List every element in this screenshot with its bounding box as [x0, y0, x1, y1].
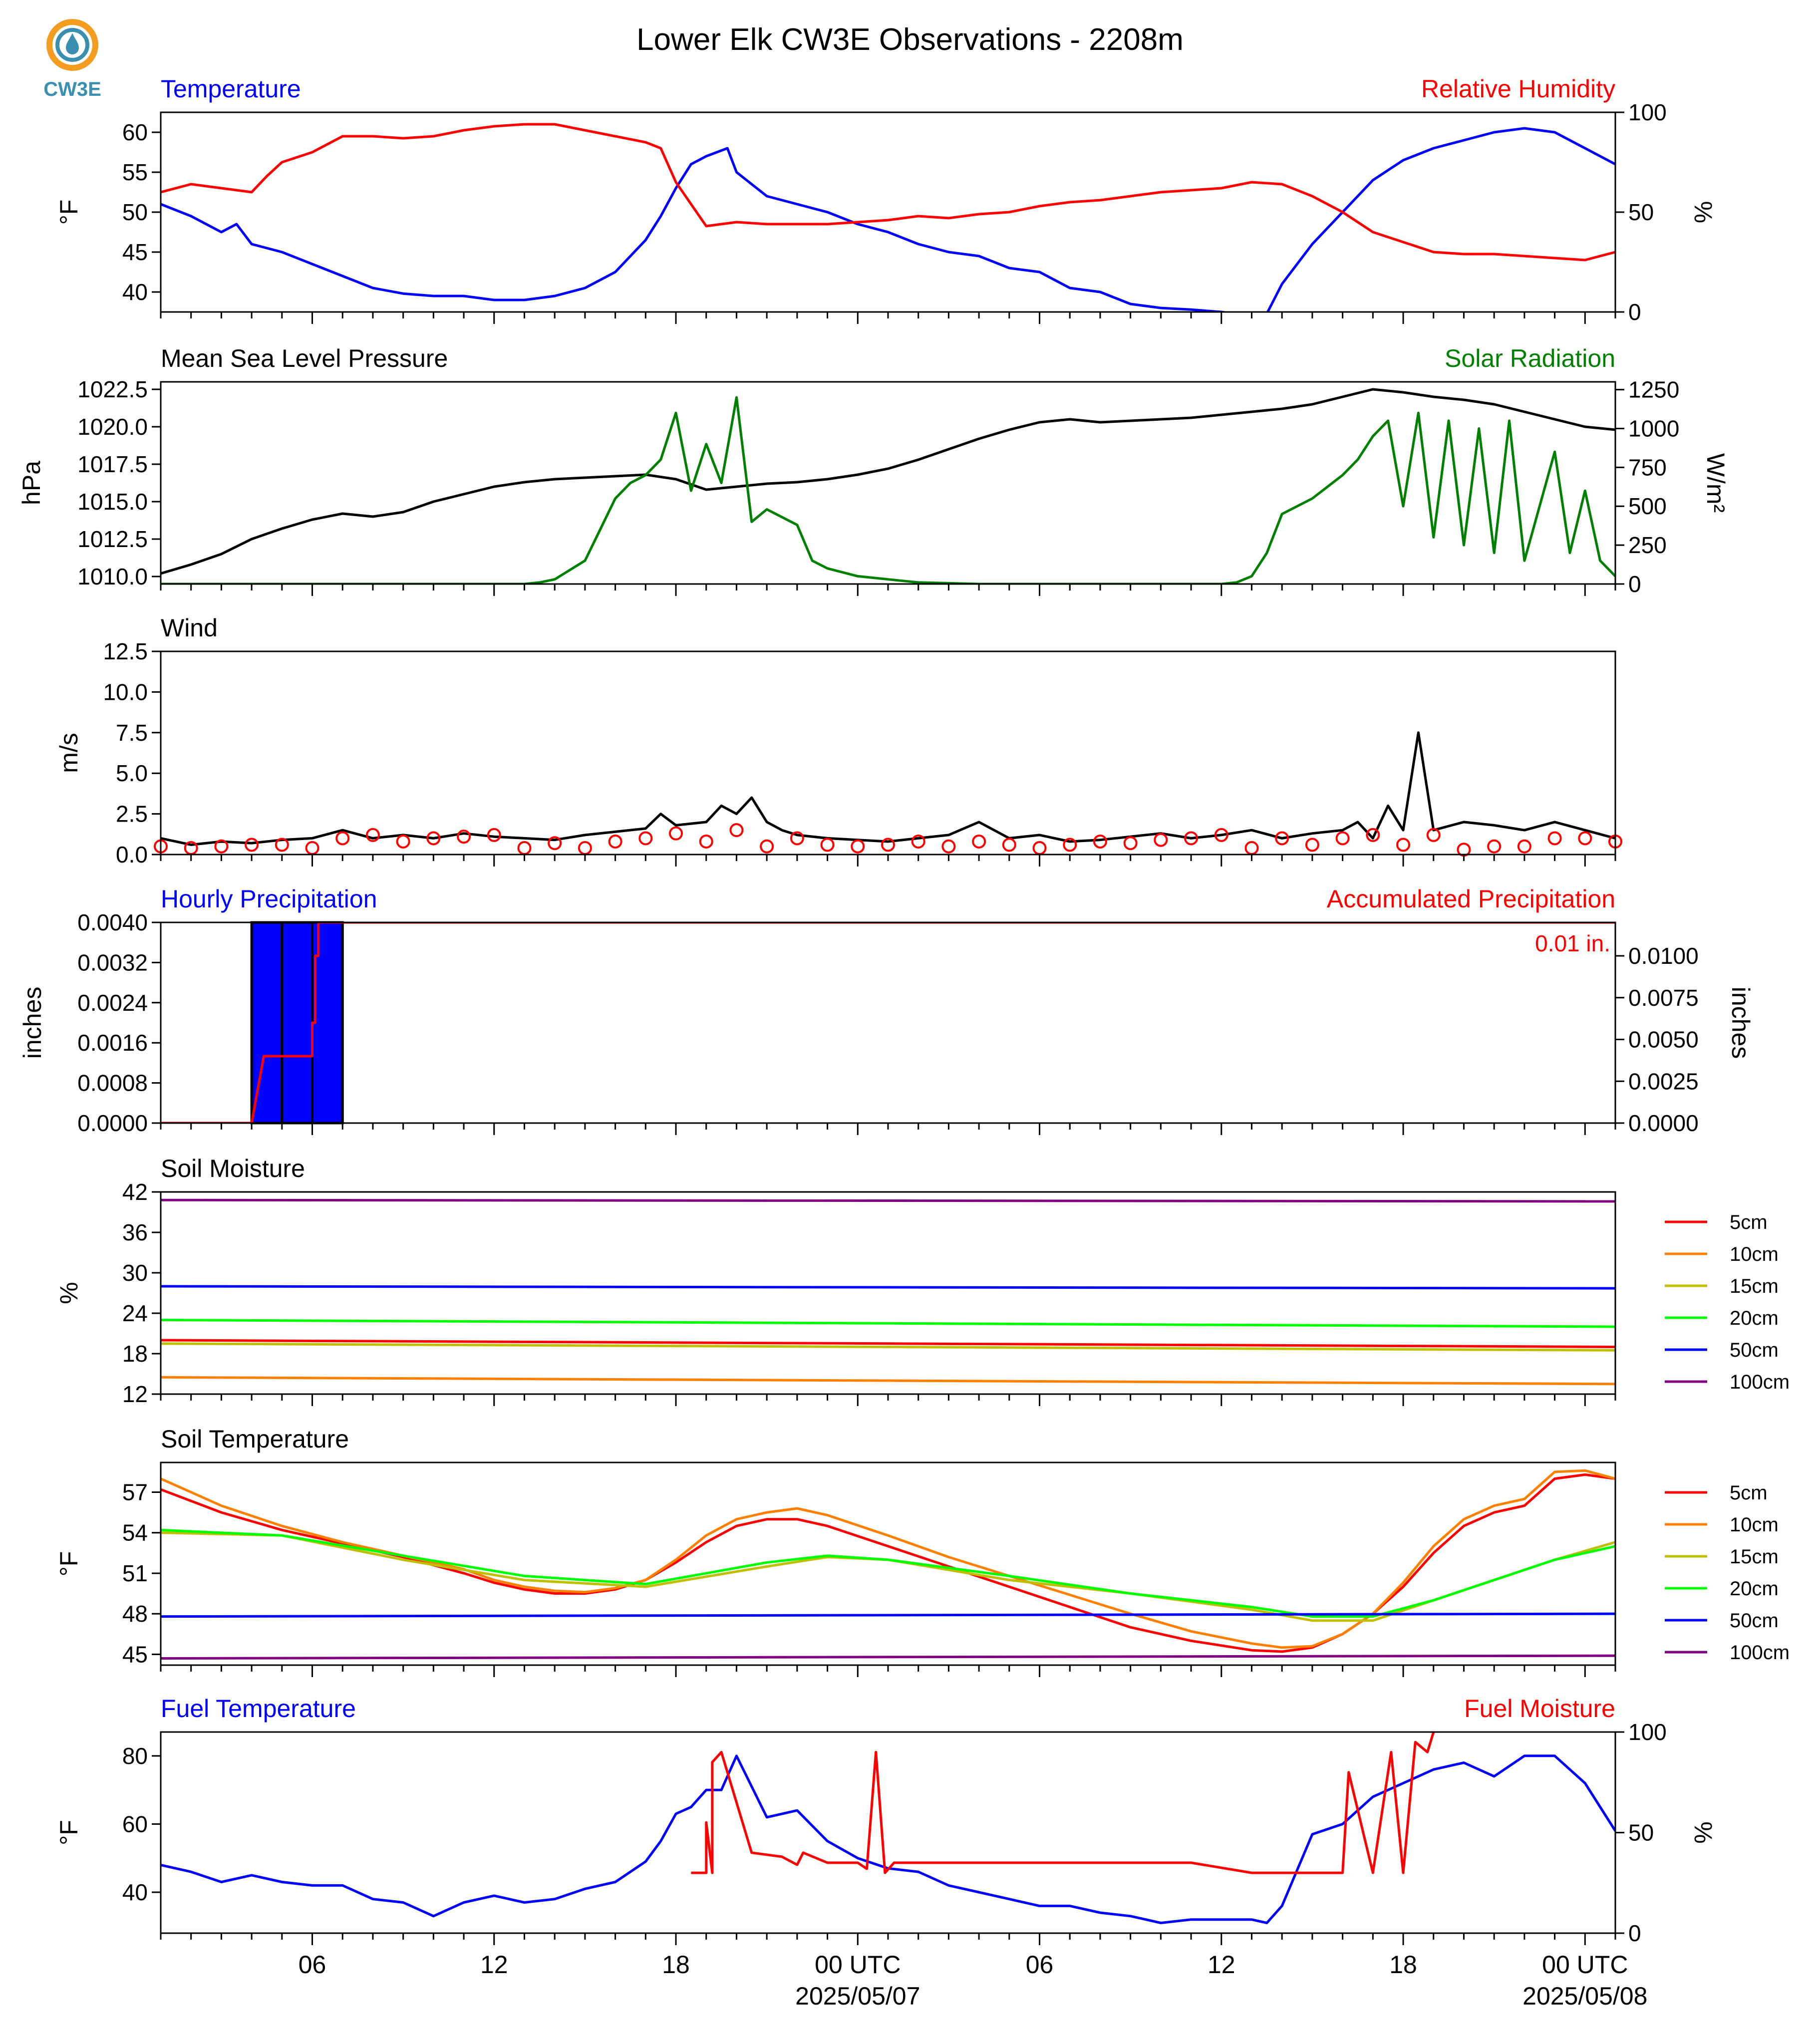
wind-barb-circle — [609, 836, 621, 848]
y-tick-label: 51 — [122, 1560, 148, 1586]
y-tick-label: 0.0024 — [77, 989, 148, 1016]
legend-label: 15cm — [1730, 1546, 1779, 1568]
panel-title-right: Solar Radiation — [1445, 344, 1615, 372]
wind-barb-circle — [1306, 839, 1318, 851]
wind-barb-circle — [942, 841, 954, 853]
panel-frame — [161, 1462, 1615, 1665]
wind-barb-circle — [1125, 837, 1137, 849]
y-tick-label: 18 — [122, 1341, 148, 1367]
legend-label: 100cm — [1730, 1371, 1790, 1393]
y-tick-label: 1010.0 — [77, 564, 148, 589]
series-line-100cm — [161, 1656, 1615, 1658]
y-tick-label: 54 — [122, 1519, 148, 1546]
y-right-axis-label: % — [1689, 1821, 1717, 1844]
y-right-axis-label: inches — [1727, 986, 1755, 1059]
y-right-axis-label: W/m² — [1702, 453, 1730, 513]
wind-barb-circle — [1246, 842, 1258, 854]
x-tick-label: 12 — [480, 1951, 508, 1979]
y-right-tick-label: 0.0075 — [1628, 984, 1699, 1011]
wind-barb-circle — [519, 842, 531, 854]
series-line-5cm — [161, 1474, 1615, 1652]
series-line-fuel-temperature — [161, 1756, 1615, 1923]
series-line-temperature — [161, 128, 1615, 316]
wind-barb-circle — [822, 839, 834, 851]
panel-title-left: Soil Temperature — [161, 1425, 349, 1453]
legend-label: 20cm — [1730, 1307, 1779, 1329]
wind-barb-circle — [1488, 841, 1500, 853]
panel-title-left: Fuel Temperature — [161, 1695, 356, 1723]
series-line-accumulated-precipitation — [161, 922, 1615, 1123]
wind-barb-circle — [579, 842, 591, 854]
wind-barb-circle — [761, 841, 773, 853]
series-line-relative-humidity — [161, 124, 1615, 260]
y-tick-label: 50 — [122, 199, 148, 225]
x-tick-label: 06 — [298, 1951, 326, 1979]
y-tick-label: 1020.0 — [77, 414, 148, 440]
y-tick-label: 55 — [122, 159, 148, 185]
wind-barb-circle — [1397, 839, 1409, 851]
panel-title-left: Mean Sea Level Pressure — [161, 344, 448, 372]
panel-4 — [18, 885, 1755, 1136]
y-right-tick-label: 750 — [1628, 454, 1667, 481]
water-drop-icon — [66, 33, 79, 54]
panel-1 — [55, 75, 1717, 325]
panel-5 — [55, 1155, 1790, 1407]
y-axis-label: m/s — [55, 733, 83, 773]
panel-frame — [161, 651, 1615, 855]
y-tick-label: 60 — [122, 1811, 148, 1837]
x-tick-label: 12 — [1207, 1951, 1235, 1979]
panel-7 — [55, 1695, 1717, 1946]
y-tick-label: 5.0 — [116, 760, 148, 787]
y-tick-label: 0.0032 — [77, 949, 148, 976]
panel-frame — [161, 1732, 1615, 1933]
y-tick-label: 24 — [122, 1300, 148, 1326]
y-axis-label: °F — [55, 199, 83, 225]
precip-bar — [282, 922, 312, 1123]
wind-barb-circle — [1094, 836, 1106, 848]
wind-barb-circle — [1003, 839, 1015, 851]
y-tick-label: 7.5 — [116, 719, 148, 746]
panel-title-right: Accumulated Precipitation — [1326, 885, 1615, 913]
figure-title: Lower Elk CW3E Observations - 2208m — [636, 22, 1184, 57]
x-axis — [299, 1951, 1648, 2010]
y-tick-label: 2.5 — [116, 801, 148, 827]
wind-barb-circle — [1155, 834, 1167, 846]
series-line-mean-sea-level-pressure — [161, 389, 1615, 574]
y-tick-label: 30 — [122, 1260, 148, 1286]
y-right-tick-label: 500 — [1628, 493, 1667, 520]
cw3e-logo — [43, 22, 101, 100]
series-line-100cm — [161, 1200, 1615, 1201]
y-right-axis-label: % — [1689, 201, 1717, 224]
legend-label: 5cm — [1730, 1482, 1768, 1504]
y-tick-label: 12 — [122, 1381, 148, 1407]
y-tick-label: 80 — [122, 1742, 148, 1769]
legend-label: 5cm — [1730, 1211, 1768, 1233]
series-line-wind — [161, 733, 1615, 845]
panel-frame — [161, 382, 1615, 584]
y-right-tick-label: 0.0025 — [1628, 1068, 1699, 1095]
series-line-50cm — [161, 1614, 1615, 1617]
y-right-tick-label: 0.0050 — [1628, 1026, 1699, 1053]
wind-barb-circle — [397, 836, 409, 848]
series-line-20cm — [161, 1530, 1615, 1616]
panel-title-left: Wind — [161, 614, 218, 642]
y-tick-label: 1022.5 — [77, 376, 148, 402]
y-tick-label: 0.0000 — [77, 1110, 148, 1136]
y-right-tick-label: 100 — [1628, 99, 1667, 125]
x-tick-label: 06 — [1025, 1951, 1054, 1979]
wind-barb-circle — [1579, 832, 1591, 844]
y-tick-label: 57 — [122, 1479, 148, 1505]
wind-barb-circle — [670, 828, 682, 840]
x-date-label: 2025/05/08 — [1522, 1982, 1648, 2010]
wind-barb-circle — [973, 836, 985, 848]
wind-barb-circle — [336, 832, 348, 844]
panel-frame — [161, 112, 1615, 312]
x-tick-label: 18 — [662, 1951, 690, 1979]
y-axis-label: °F — [55, 1551, 83, 1577]
panel-title-left: Temperature — [161, 75, 301, 103]
x-tick-label: 18 — [1389, 1951, 1417, 1979]
panel-frame — [161, 922, 1615, 1123]
series-line-50cm — [161, 1286, 1615, 1288]
wind-barb-circle — [639, 832, 651, 844]
x-date-label: 2025/05/07 — [795, 1982, 920, 2010]
y-right-tick-label: 0.0000 — [1628, 1110, 1699, 1136]
legend-label: 10cm — [1730, 1514, 1779, 1536]
y-right-tick-label: 0.0100 — [1628, 943, 1699, 969]
y-tick-label: 48 — [122, 1601, 148, 1627]
x-tick-label: 00 UTC — [1542, 1951, 1628, 1979]
wind-barb-circle — [1518, 841, 1530, 853]
y-axis-label: °F — [55, 1820, 83, 1845]
wind-barb-circle — [306, 842, 318, 854]
y-right-tick-label: 0 — [1628, 571, 1641, 597]
y-tick-label: 45 — [122, 239, 148, 265]
accum-annotation: 0.01 in. — [1535, 930, 1610, 956]
wind-barb-circle — [1337, 832, 1349, 844]
y-tick-label: 1015.0 — [77, 489, 148, 515]
panel-2 — [17, 344, 1730, 597]
legend-label: 100cm — [1730, 1642, 1790, 1664]
y-tick-label: 12.5 — [103, 638, 148, 664]
y-axis-label: hPa — [17, 461, 45, 505]
wind-barb-circle — [730, 824, 742, 836]
panel-6 — [55, 1425, 1790, 1677]
legend-label: 50cm — [1730, 1339, 1779, 1361]
y-tick-label: 0.0016 — [77, 1030, 148, 1056]
y-right-tick-label: 1250 — [1628, 376, 1680, 403]
legend-label: 20cm — [1730, 1578, 1779, 1600]
y-right-tick-label: 50 — [1628, 1819, 1654, 1846]
y-tick-label: 1017.5 — [77, 451, 148, 477]
panel-frame — [161, 1192, 1615, 1394]
y-axis-label: inches — [18, 986, 46, 1059]
series-line-20cm — [161, 1320, 1615, 1327]
y-right-tick-label: 250 — [1628, 532, 1667, 559]
y-tick-label: 60 — [122, 119, 148, 145]
panel-3 — [55, 614, 1621, 868]
legend-label: 50cm — [1730, 1610, 1779, 1632]
y-tick-label: 0.0008 — [77, 1070, 148, 1096]
y-tick-label: 0.0 — [116, 842, 148, 868]
y-right-tick-label: 1000 — [1628, 415, 1680, 442]
panel-title-right: Fuel Moisture — [1464, 1695, 1615, 1723]
y-right-tick-label: 0 — [1628, 299, 1641, 325]
y-right-tick-label: 100 — [1628, 1719, 1667, 1745]
y-axis-label: % — [55, 1282, 83, 1304]
panel-title-left: Soil Moisture — [161, 1155, 305, 1182]
series-line-10cm — [161, 1377, 1615, 1384]
y-tick-label: 0.0040 — [77, 909, 148, 935]
wind-barb-circle — [852, 841, 864, 853]
wind-barb-circle — [246, 839, 258, 851]
y-right-tick-label: 0 — [1628, 1920, 1641, 1946]
logo-text: CW3E — [43, 78, 101, 100]
y-right-tick-label: 50 — [1628, 199, 1654, 225]
wind-barb-circle — [700, 836, 712, 848]
series-line-solar-radiation — [161, 397, 1615, 584]
y-tick-label: 45 — [122, 1641, 148, 1668]
y-tick-label: 1012.5 — [77, 526, 148, 552]
x-tick-label: 00 UTC — [815, 1951, 901, 1979]
wind-barb-circle — [1034, 842, 1046, 854]
precip-bar — [312, 922, 343, 1123]
panel-title-left: Hourly Precipitation — [161, 885, 377, 913]
wind-barb-circle — [1549, 832, 1561, 844]
y-tick-label: 10.0 — [103, 679, 148, 705]
y-tick-label: 42 — [122, 1179, 148, 1205]
y-tick-label: 40 — [122, 279, 148, 305]
y-tick-label: 40 — [122, 1879, 148, 1906]
y-tick-label: 36 — [122, 1219, 148, 1245]
series-line-fuel-moisture — [691, 1732, 1433, 1873]
legend-label: 15cm — [1730, 1275, 1779, 1297]
legend-label: 10cm — [1730, 1243, 1779, 1265]
panel-title-right: Relative Humidity — [1421, 75, 1615, 103]
